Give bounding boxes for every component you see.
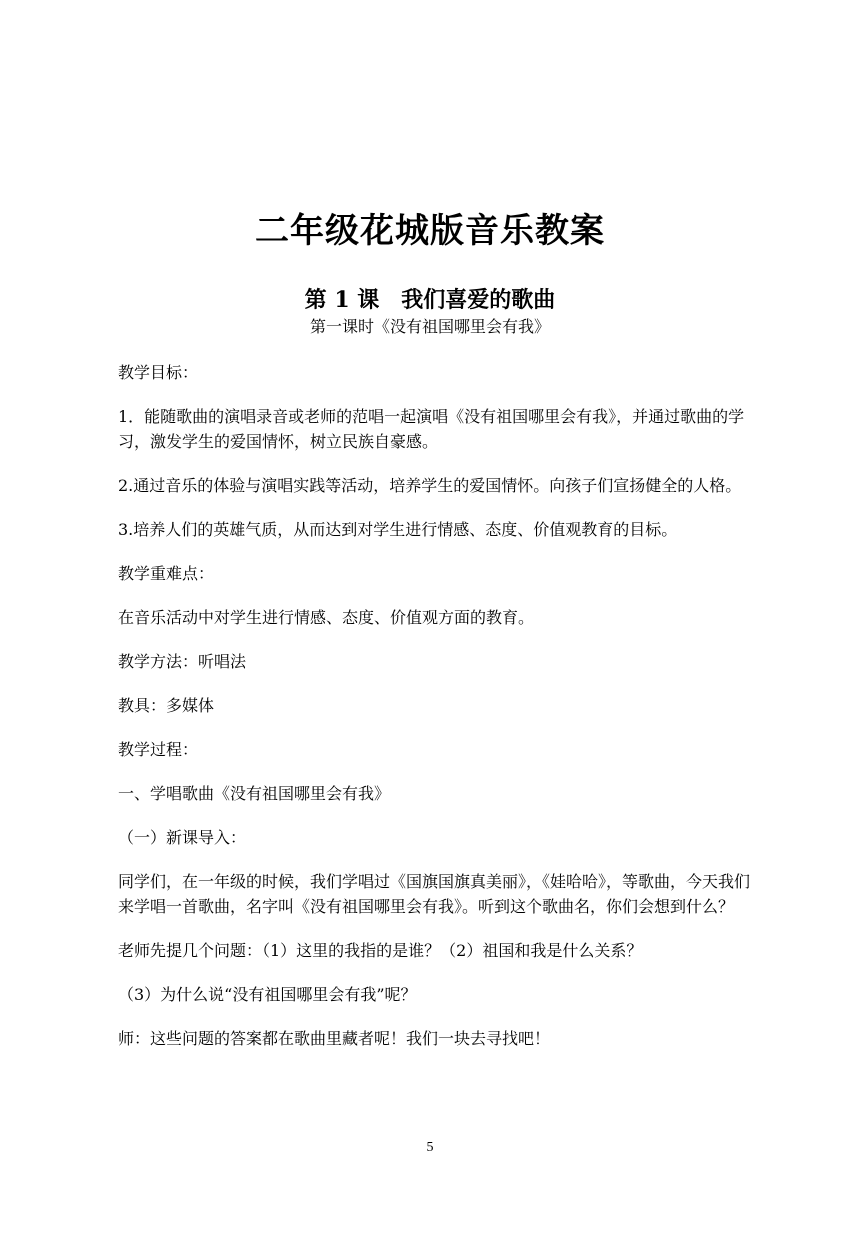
intro-paragraph: 同学们，在一年级的时候，我们学唱过《国旗国旗真美丽》，《娃哈哈》，等歌曲，今天我们来学唱一首歌曲，名字叫《没有祖国哪里会有我》。听到这个歌曲名，你们会想到什么？ xyxy=(118,872,751,916)
teacher-question-3: （3）为什么说“没有祖国哪里会有我”呢？ xyxy=(118,985,417,1004)
key-points-text: 在音乐活动中对学生进行情感、态度、价值观方面的教育。 xyxy=(118,608,535,627)
objective-item-3: 3.培养人们的英雄气质，从而达到对学生进行情感、态度、价值观教育的目标。 xyxy=(118,520,678,539)
section-label-key-points: 教学重难点： xyxy=(118,564,215,583)
teacher-closing: 师：这些问题的答案都在歌曲里藏者呢！我们一块去寻找吧！ xyxy=(118,1029,551,1048)
section-label-objectives: 教学目标： xyxy=(118,363,199,382)
objective-item-2: 2.通过音乐的体验与演唱实践等活动，培养学生的爱国情怀。向孩子们宣扬健全的人格。 xyxy=(118,476,742,495)
teacher-questions: 老师先提几个问题：（1）这里的我指的是谁？（2）祖国和我是什么关系？ xyxy=(118,941,643,960)
document-title: 二年级花城版音乐教案 xyxy=(255,211,605,251)
session-heading: 第一课时《没有祖国哪里会有我》 xyxy=(309,317,550,336)
subsection-intro: （一）新课导入： xyxy=(118,828,247,847)
lesson-heading: 第 1 课 我们喜爱的歌曲 xyxy=(304,287,556,313)
teaching-aids: 教具：多媒体 xyxy=(118,696,215,715)
objective-item-1: 1．能随歌曲的演唱录音或老师的范唱一起演唱《没有祖国哪里会有我》，并通过歌曲的学习，激发学生的爱国情怀，树立民族自豪感。 xyxy=(118,407,745,451)
section-label-process: 教学过程： xyxy=(118,740,199,759)
document-body xyxy=(118,360,758,1070)
page-number: 5 xyxy=(426,1140,434,1155)
process-step-1: 一、学唱歌曲《没有祖国哪里会有我》 xyxy=(118,784,391,803)
teaching-method: 教学方法：听唱法 xyxy=(118,652,247,671)
